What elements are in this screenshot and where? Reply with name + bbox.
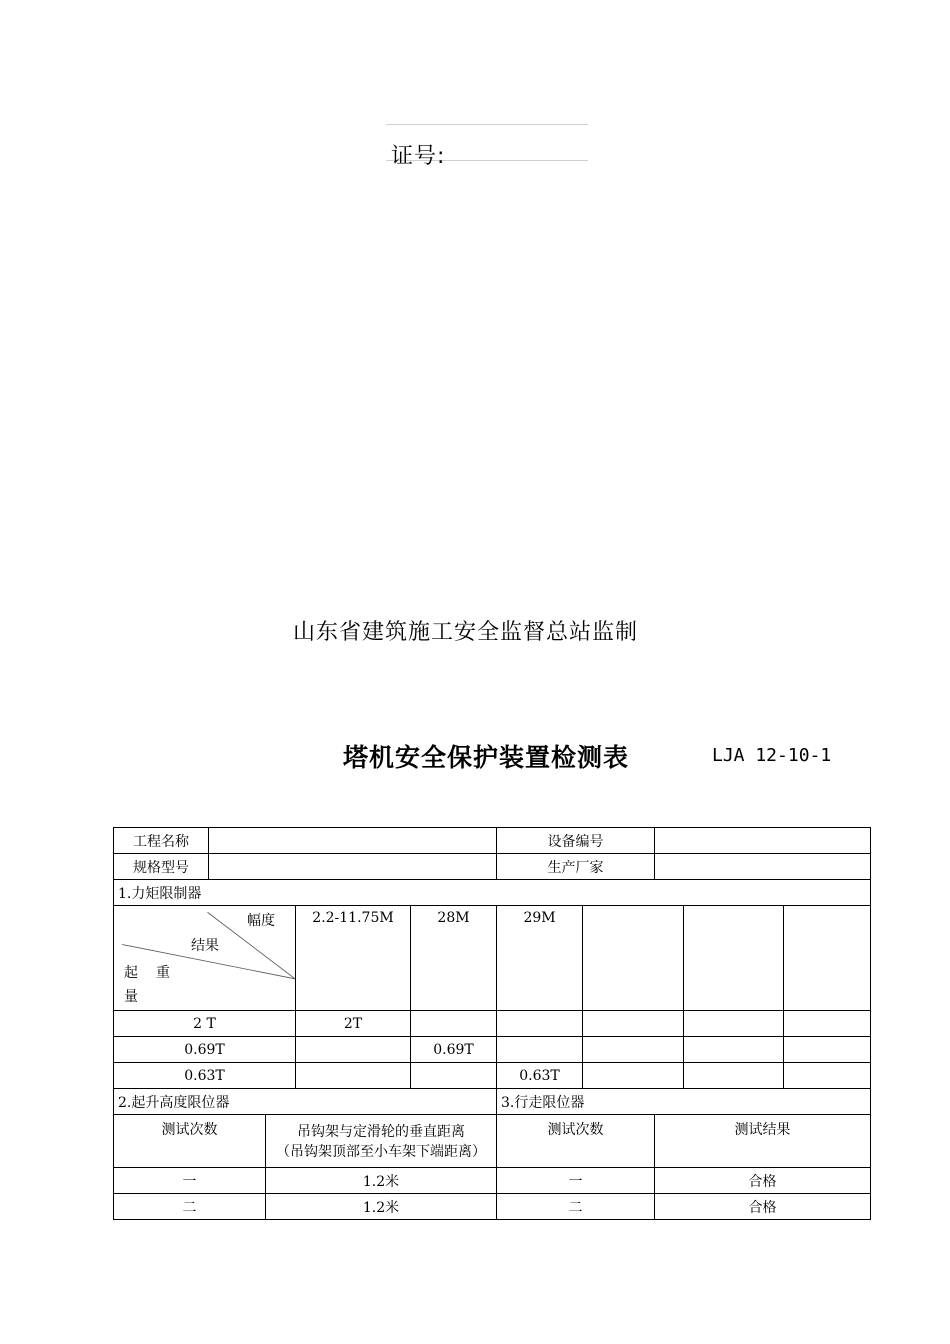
project-name-value[interactable]	[209, 828, 497, 854]
cert-number-label: 证号:	[391, 144, 446, 169]
distance-header-main: 吊钩架与定滑轮的垂直距离	[297, 1124, 465, 1140]
load-blank[interactable]	[684, 1037, 784, 1063]
travel-test-result: 合格	[655, 1194, 871, 1220]
test-distance: 1.2米	[266, 1168, 497, 1194]
test-row	[114, 1168, 871, 1194]
amplitude-header-row	[114, 906, 871, 1011]
spec-model-value[interactable]	[209, 854, 497, 880]
test-no: 一	[114, 1168, 266, 1194]
section1-row	[114, 880, 871, 906]
load-value	[411, 1011, 497, 1037]
project-name-label: 工程名称	[114, 828, 209, 854]
amplitude-blank-2[interactable]	[684, 906, 784, 1011]
distance-header-sub: （吊钩架顶部至小车架下端距离）	[276, 1144, 486, 1160]
amplitude-1: 2.2-11.75M	[296, 906, 411, 1011]
test-row	[114, 1194, 871, 1220]
distance-header	[266, 1115, 497, 1168]
load-label: 0.63T	[114, 1063, 296, 1089]
load-blank[interactable]	[583, 1037, 684, 1063]
test-count-header: 测试次数	[114, 1115, 266, 1168]
spec-model-label: 规格型号	[114, 854, 209, 880]
load-value: 0.63T	[497, 1063, 583, 1089]
test-no: 二	[114, 1194, 266, 1220]
info-row-2	[114, 854, 871, 880]
diag-lift-label-1: 起	[124, 965, 138, 981]
load-value	[497, 1011, 583, 1037]
form-title: 塔机安全保护装置检测表	[343, 743, 630, 772]
load-row	[114, 1037, 871, 1063]
load-blank[interactable]	[784, 1037, 871, 1063]
travel-test-result-header: 测试结果	[655, 1115, 871, 1168]
manufacturer-value[interactable]	[655, 854, 871, 880]
diagonal-header-cell	[114, 906, 296, 1011]
travel-test-no: 一	[497, 1168, 655, 1194]
load-blank[interactable]	[684, 1063, 784, 1089]
test-header-row	[114, 1115, 871, 1168]
load-blank[interactable]	[684, 1011, 784, 1037]
load-value	[296, 1037, 411, 1063]
section2-title: 2.起升高度限位器	[114, 1089, 497, 1115]
section1-title: 1.力矩限制器	[114, 880, 871, 906]
amplitude-blank-1[interactable]	[583, 906, 684, 1011]
diag-lift-label-2: 重	[156, 965, 170, 981]
load-blank[interactable]	[784, 1011, 871, 1037]
section3-title: 3.行走限位器	[497, 1089, 871, 1115]
diag-result-label: 结果	[191, 938, 219, 954]
manufacturer-label: 生产厂家	[497, 854, 655, 880]
section23-row	[114, 1089, 871, 1115]
load-blank[interactable]	[583, 1063, 684, 1089]
load-value	[296, 1063, 411, 1089]
load-value: 0.69T	[411, 1037, 497, 1063]
load-blank[interactable]	[583, 1011, 684, 1037]
info-row-1	[114, 828, 871, 854]
amplitude-2: 28M	[411, 906, 497, 1011]
load-value	[497, 1037, 583, 1063]
diag-lift-label-3: 量	[124, 989, 138, 1005]
cert-top-line	[386, 124, 588, 125]
load-label: 0.69T	[114, 1037, 296, 1063]
load-blank[interactable]	[784, 1063, 871, 1089]
inspection-table	[113, 827, 871, 1220]
amplitude-3: 29M	[497, 906, 583, 1011]
amplitude-blank-3[interactable]	[784, 906, 871, 1011]
supervising-authority: 山东省建筑施工安全监督总站监制	[293, 620, 639, 645]
load-row	[114, 1063, 871, 1089]
diag-amplitude-label: 幅度	[247, 913, 275, 929]
load-label: 2 T	[114, 1011, 296, 1037]
travel-test-count-header: 测试次数	[497, 1115, 655, 1168]
equipment-no-label: 设备编号	[497, 828, 655, 854]
travel-test-no: 二	[497, 1194, 655, 1220]
travel-test-result: 合格	[655, 1168, 871, 1194]
form-code: LJA 12-10-1	[712, 745, 832, 766]
load-row	[114, 1011, 871, 1037]
equipment-no-value[interactable]	[655, 828, 871, 854]
load-value	[411, 1063, 497, 1089]
load-value: 2T	[296, 1011, 411, 1037]
test-distance: 1.2米	[266, 1194, 497, 1220]
